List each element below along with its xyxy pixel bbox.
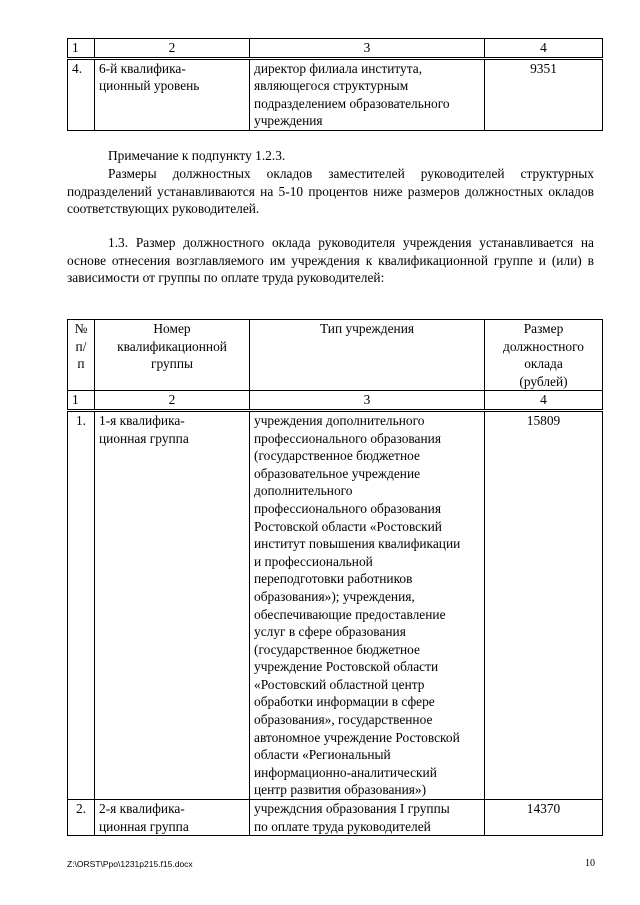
col-number: 2	[95, 391, 250, 411]
institution-type: учреждсния образования I группы по оплате труда руководителей	[250, 800, 485, 836]
col-number: 4	[485, 39, 603, 59]
page-number: 10	[585, 858, 595, 869]
position-title: директор филиала института, являющегося структурным подразделением образовательного учреждения	[250, 58, 485, 130]
institution-type: учреждения дополнительного профессионального образования (государственное бюджетное образовательное учреждение дополнительного профессионального образования Ростовской области «Ростовский институт повышения квалификации и профессиональной переподготовки работников образования»); учреждения, обеспечивающие предоставление услуг в сфере образования (государственное бюджетное учреждение Ростовской области «Ростовский областной центр обработки информации в сфере образования», государственное автономное учреждение Ростовской области «Региональный информационно-аналитический центр развития образования»)	[250, 410, 485, 799]
col-number: 4	[485, 391, 603, 411]
col-number: 1	[68, 39, 95, 59]
row-number: 4.	[68, 58, 95, 130]
note-text: Размеры должностных окладов заместителей руководителей структурных подразделений устанавливаются на 5-10 процентов ниже размеров должностных окладов соответствующих руководителей.	[67, 166, 594, 217]
col-number: 3	[250, 391, 485, 411]
footer-file-path: Z:\ORST\Ppo\1231p215.f15.docx	[67, 859, 193, 869]
table-row	[68, 800, 603, 836]
table-row	[68, 58, 603, 130]
qualification-level: 6-й квалифика- ционный уровень	[95, 58, 250, 130]
qualification-group: 2-я квалифика- ционная группа	[95, 800, 250, 836]
header-group: Номер квалификационной группы	[95, 320, 250, 391]
salary-value: 15809	[485, 410, 603, 799]
col-number: 3	[250, 39, 485, 59]
header-salary: Размер должностного оклада (рублей)	[485, 320, 603, 391]
salary-value: 14370	[485, 800, 603, 836]
note-heading: Примечание к подпункту 1.2.3.	[108, 148, 286, 163]
row-number: 1.	[68, 410, 95, 799]
qualification-group-table	[67, 319, 603, 836]
salary-value: 9351	[485, 58, 603, 130]
row-number: 2.	[68, 800, 95, 836]
section-1-3-text: 1.3. Размер должностного оклада руководителя учреждения устанавливается на основе отнесения возглавляемого им учреждения к квалификационной группе и (или) в зависимости от группы по оплате труда руководителей:	[67, 235, 594, 286]
table-column-numbers-row	[68, 391, 603, 411]
table-row	[68, 410, 603, 799]
col-number: 2	[95, 39, 250, 59]
qualification-group: 1-я квалифика- ционная группа	[95, 410, 250, 799]
col-number: 1	[68, 391, 95, 411]
table-header-row	[68, 320, 603, 391]
table-continuation	[67, 38, 603, 131]
header-type: Тип учреждения	[250, 320, 485, 391]
table-column-numbers-row	[68, 39, 603, 59]
header-num: № п/п	[68, 320, 95, 391]
